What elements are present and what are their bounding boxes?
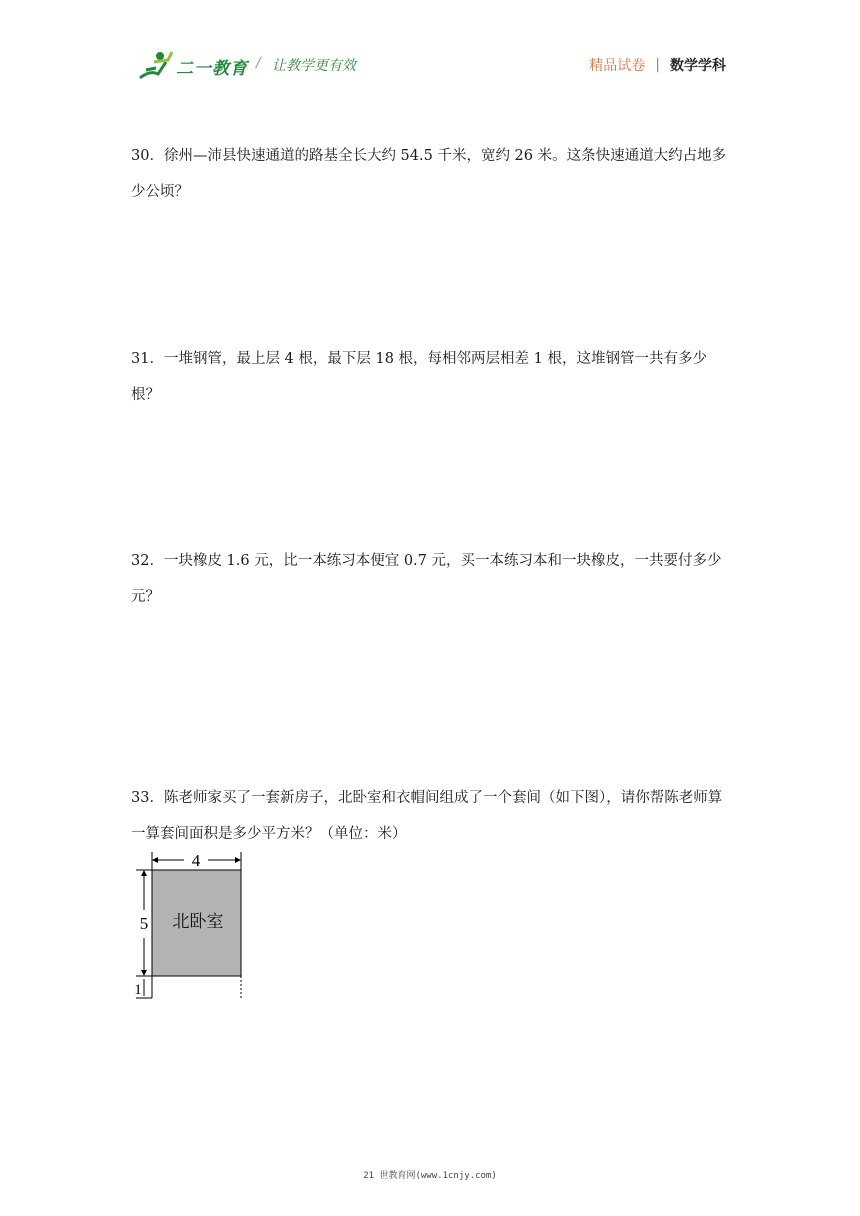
page-header <box>0 0 860 100</box>
header-subject: 数学学科 <box>670 58 726 74</box>
bedroom-label: 北卧室 <box>172 912 224 932</box>
width-label: 4 <box>191 851 201 870</box>
height-label: 5 <box>139 914 149 933</box>
header-label: 精品试卷 <box>589 58 646 74</box>
header-right <box>589 55 726 75</box>
slogan-separator: / <box>256 55 261 71</box>
question-32: 32．一块橡皮 1.6 元，比一本练习本便宜 0.7 元，买一本练习本和一块橡皮，一共要付多少元？ <box>131 553 722 605</box>
question-33: 33．陈老师家买了一套新房子，北卧室和衣帽间组成了一个套间（如下图），请你帮陈老师算一算套间面积是多少平方米？（单位：米） <box>131 790 723 842</box>
question-30: 30．徐州—沛县快速通道的路基全长大约 54.5 千米，宽约 26 米。这条快速通道大约占地多少公顷？ <box>131 148 727 200</box>
brand-slogan: 让教学更有效 <box>272 58 356 74</box>
floor-plan-figure <box>132 848 252 1004</box>
question-31: 31．一堆钢管，最上层 4 根，最下层 18 根，每相邻两层相差 1 根，这堆钢管一共有多少根？ <box>131 351 708 403</box>
header-divider: | <box>655 57 660 73</box>
small-label: 1 <box>134 982 142 998</box>
brand-name: 二一教育 <box>176 59 248 79</box>
page-footer: 21 世教育网(www.1cnjy.com) <box>363 1171 497 1181</box>
